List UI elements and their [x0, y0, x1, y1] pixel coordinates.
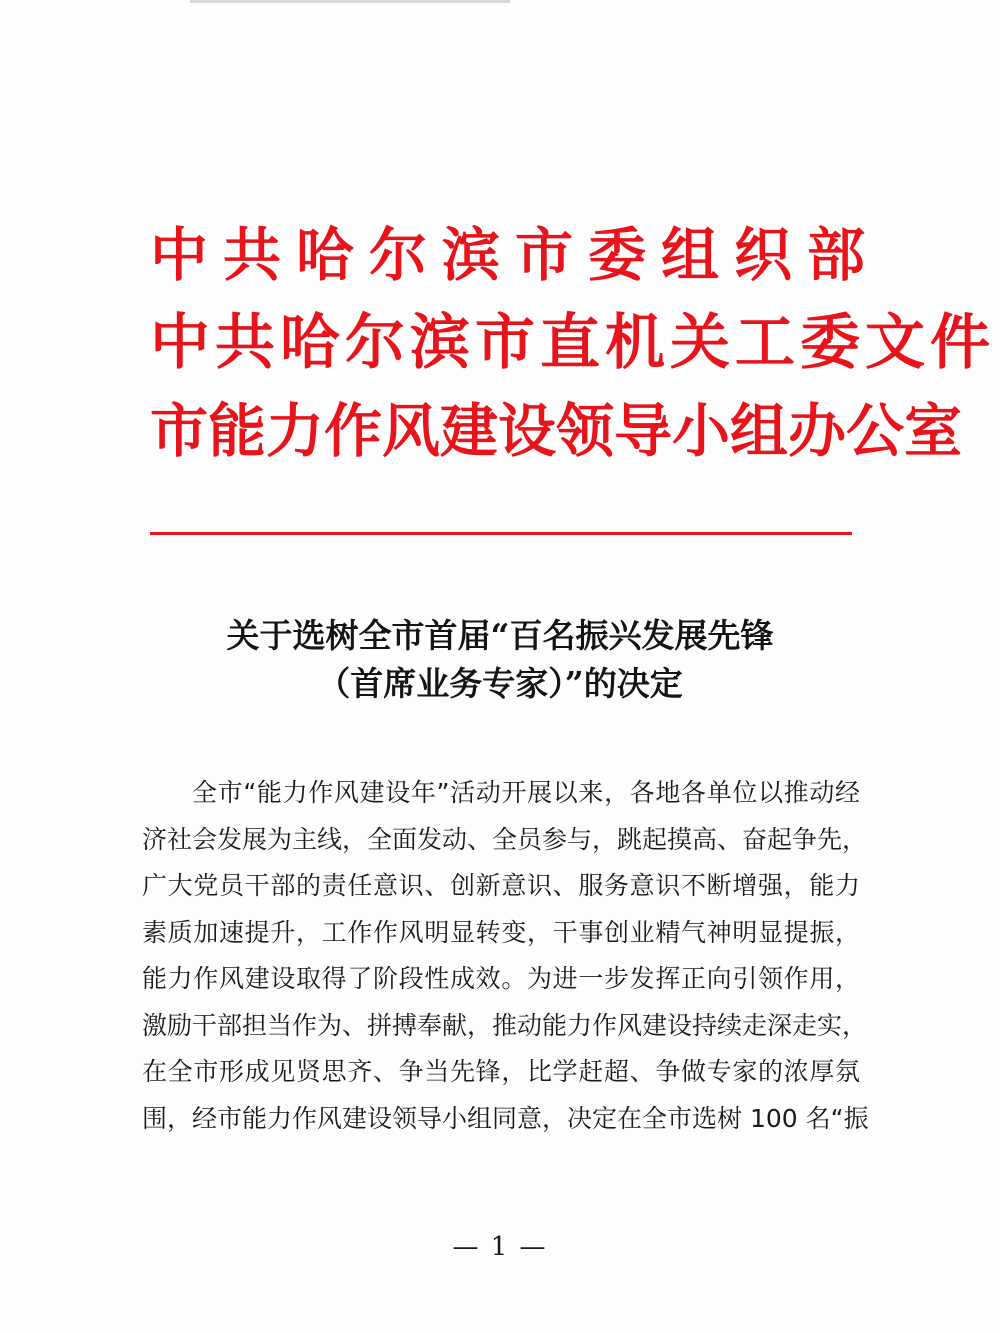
document-title: [100, 612, 900, 708]
page-number: — 1 —: [452, 1232, 548, 1262]
body-paragraph: [142, 770, 869, 1142]
header-line-3: 市能力作风建设领导小组办公室: [150, 397, 963, 465]
issuing-authority-header: [150, 221, 995, 486]
body-line: 能力作风建设取得了阶段性成效。为进一步发挥正向引领作用，: [142, 964, 860, 993]
body-line: 济社会发展为主线，全面发动、全员参与，跳起摸高、奋起争先，: [142, 824, 868, 854]
title-line-2: （首席业务专家）”的决定: [317, 664, 683, 703]
scan-edge-mark: [190, 0, 510, 3]
body-line: 全市“能力作风建设年”活动开展以来，各地各单位以推动经: [192, 778, 860, 807]
body-line: 素质加速提升，工作作风明显转变，干事创业精气神明显提振，: [142, 917, 860, 947]
body-line: 围，经市能力作风建设领导小组同意，决定在全市选树 100 名“振: [142, 1103, 869, 1133]
body-line: 在全市形成见贤思齐、争当先锋，比学赶超、争做专家的浓厚氛: [142, 1057, 860, 1086]
body-line: 激励干部担当作为、拼搏奉献，推动能力作风建设持续走深走实，: [142, 1010, 868, 1040]
header-line-1: 中共哈尔滨市委组织部: [150, 221, 881, 289]
body-line: 广大党员干部的责任意识、创新意识、服务意识不断增强，能力: [142, 871, 860, 900]
title-line-1: 关于选树全市首届“百名振兴发展先锋: [226, 616, 774, 655]
header-line-2: 中共哈尔滨市直机关工委文件: [150, 308, 995, 378]
red-separator-line: [150, 532, 852, 535]
